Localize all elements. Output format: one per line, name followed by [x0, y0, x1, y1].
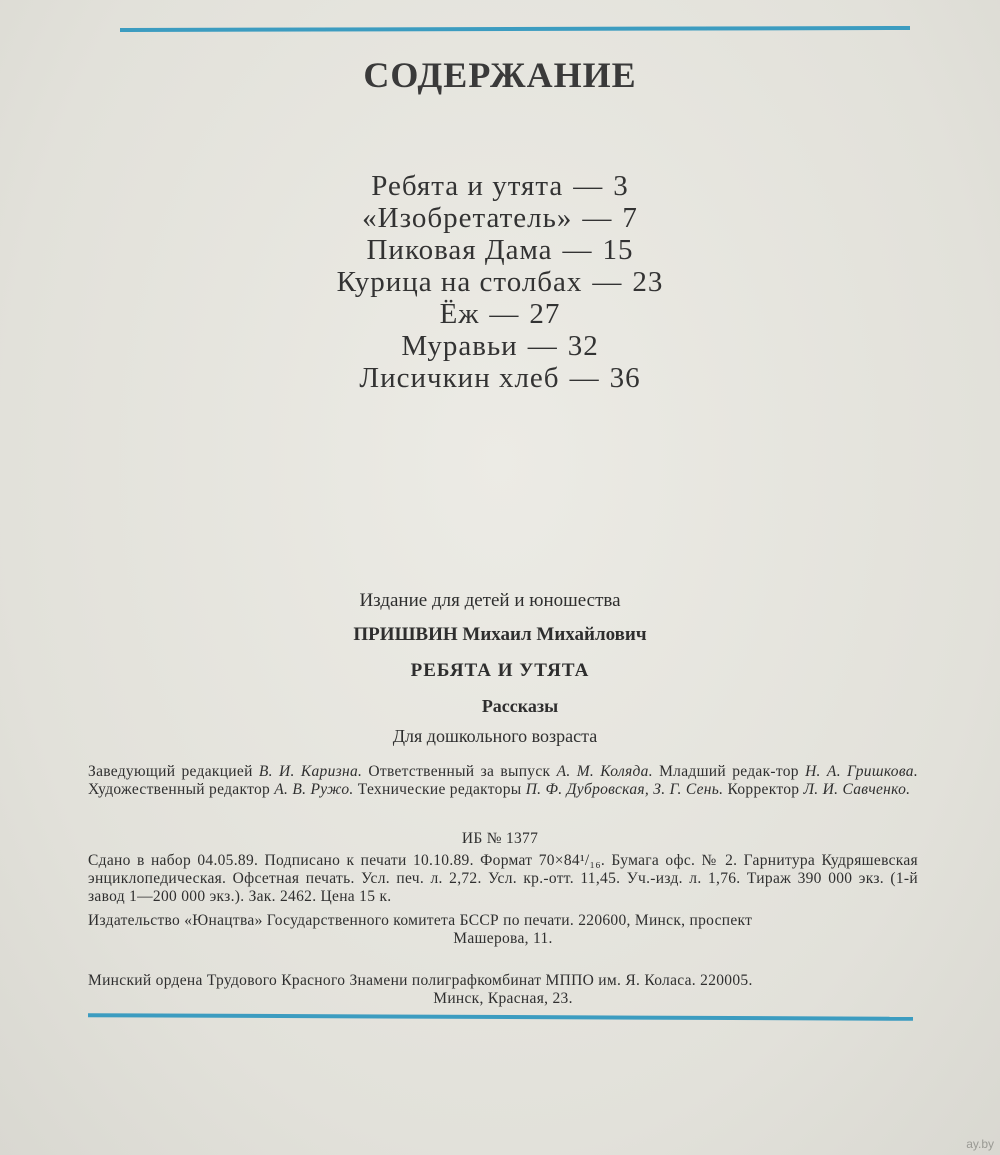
- toc-item: [0, 170, 1000, 202]
- toc-item: [0, 330, 1000, 362]
- publisher-info: [88, 912, 918, 948]
- toc-item-page: 7: [622, 202, 638, 234]
- toc-item-page: 32: [567, 330, 599, 362]
- age-group: Для дошкольного возраста: [392, 726, 598, 746]
- toc-item-title: Ребята и утята: [371, 170, 564, 202]
- credit-name: В. И. Каризна.: [258, 763, 363, 780]
- toc-item-title: Пиковая Дама: [366, 234, 553, 266]
- credit-name: Л. И. Савченко.: [803, 781, 911, 798]
- editorial-credits: [88, 763, 918, 799]
- toc-item-page: 23: [632, 266, 664, 298]
- ib-number: ИБ № 1377: [461, 830, 539, 847]
- genre-label: Рассказы: [481, 696, 559, 716]
- toc-dash: —: [562, 234, 593, 266]
- toc-dash: —: [582, 202, 613, 234]
- toc-item-title: Муравьи: [401, 330, 518, 362]
- publisher-line: Издательство «Юнацтва» Государственного комитета БССР по печати. 220600, Минск, проспект: [88, 912, 753, 929]
- credit-label: Художественный редактор: [88, 781, 271, 798]
- toc-item: [0, 298, 1000, 330]
- toc-dash: —: [489, 298, 520, 330]
- credit-label: Заведующий редакцией: [88, 763, 253, 780]
- book-title: РЕБЯТА И УТЯТА: [410, 660, 590, 681]
- toc-item-title: «Изобретатель»: [362, 202, 573, 234]
- toc-list: [0, 170, 1000, 394]
- print-details: Сдано в набор 04.05.89. Подписано к печати 10.10.89. Формат 70×84¹/₁₆. Бумага офс. № 2. Гарнитура Кудряшевская энциклопедическая. Офсетная печать. Усл. печ. л. 2,72. Усл. кр.-отт. 11,45. Уч.-изд. л. 1,76. Тираж 390 000 экз. (1-й завод 1—200 000 экз.). Зак. 2462. Цена 15 к.: [88, 852, 918, 905]
- top-rule: [120, 26, 910, 32]
- bottom-rule: [88, 1013, 913, 1021]
- toc-dash: —: [592, 266, 623, 298]
- printer-line: Минский ордена Трудового Красного Знамени полиграфкомбинат МППО им. Я. Коласа. 220005.: [88, 972, 753, 989]
- credit-name: П. Ф. Дубровская, З. Г. Сень.: [525, 781, 724, 798]
- edition-note: Издание для детей и юношества: [359, 590, 621, 611]
- toc-item-title: Курица на столбах: [336, 266, 583, 298]
- credit-label: Корректор: [727, 781, 800, 798]
- toc-heading: СОДЕРЖАНИЕ: [363, 55, 637, 95]
- toc-item-page: 3: [613, 170, 629, 202]
- toc-item-page: 36: [609, 362, 641, 394]
- site-watermark: ay.by: [966, 1137, 994, 1151]
- toc-item-page: 27: [529, 298, 561, 330]
- credit-name: Н. А. Гришкова.: [805, 763, 919, 780]
- printer-address: Минск, Красная, 23.: [433, 990, 573, 1007]
- toc-item: [0, 234, 1000, 266]
- toc-item: [0, 266, 1000, 298]
- toc-item: [0, 362, 1000, 394]
- credit-label: Технические редакторы: [357, 781, 522, 798]
- toc-item: [0, 202, 1000, 234]
- credit-label: Младший редак-тор: [659, 763, 799, 780]
- toc-item-title: Лисичкин хлеб: [359, 362, 560, 394]
- toc-dash: —: [573, 170, 604, 202]
- author-name: ПРИШВИН Михаил Михайлович: [353, 624, 647, 645]
- printer-info: [88, 972, 918, 1008]
- publisher-address: Машерова, 11.: [453, 930, 553, 947]
- toc-dash: —: [569, 362, 600, 394]
- toc-item-page: 15: [602, 234, 634, 266]
- credit-name: А. В. Ружо.: [274, 781, 354, 798]
- credit-label: Ответственный за выпуск: [368, 763, 551, 780]
- credit-name: А. М. Коляда.: [556, 763, 653, 780]
- toc-item-title: Ёж: [439, 298, 480, 330]
- toc-dash: —: [527, 330, 558, 362]
